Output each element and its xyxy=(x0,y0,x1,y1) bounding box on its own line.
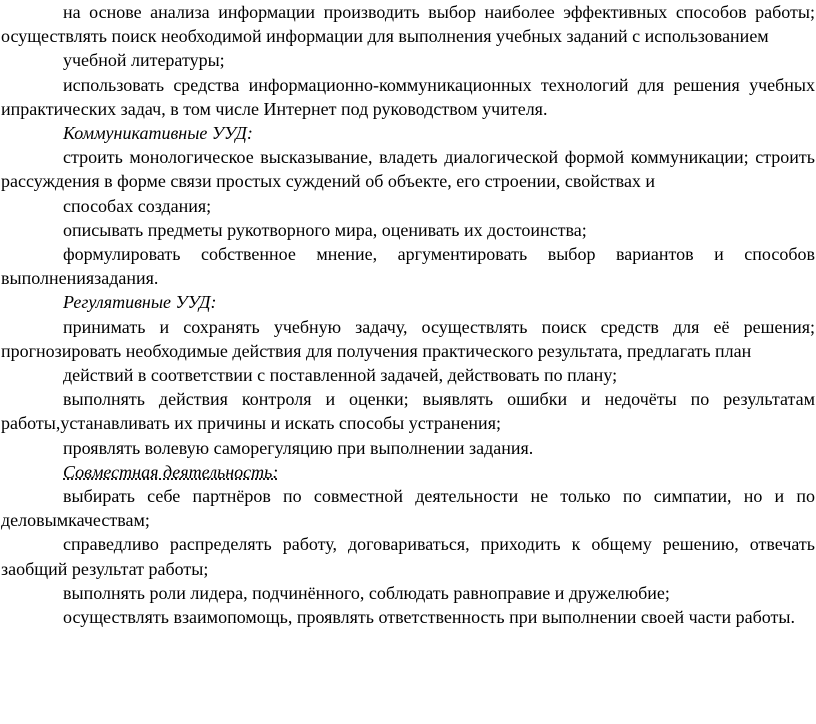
heading-communicative: Коммуникативные УУД: xyxy=(63,123,253,144)
paragraph-monologue: строить монологическое высказывание, владеть диалогической формой коммуникации; строить рассуждения в форме связи простых суждений об объекте, его строении, свойствах и xyxy=(1,147,815,192)
heading-joint-activity xyxy=(1,460,815,484)
paragraph-distribute-work: справедливо распределять работу, договариваться, приходить к общему решению, отвечать заобщий результат работы; xyxy=(1,534,815,579)
paragraph-choose-partners: выбирать себе партнёров по совместной деятельности не только по симпатии, но и по деловымкачествам; xyxy=(1,486,815,531)
paragraph-ict-usage: использовать средства информационно-коммуникационных технологий для решения учебных ипрактических задач, в том числе Интернет под руководством учителя. xyxy=(1,74,815,119)
heading-regulatory: Регулятивные УУД: xyxy=(63,292,217,313)
heading-joint-activity-text: Совместная деятельность: xyxy=(63,461,279,482)
paragraph-roles: выполнять роли лидера, подчинённого, соблюдать равноправие и дружелюбие; xyxy=(63,582,670,603)
paragraph-info-analysis: на основе анализа информации производить выбор наиболее эффективных способов работы; осуществлять поиск необходимой информации для выполнения учебных заданий с использованием xyxy=(1,2,815,47)
paragraph-mutual-help: осуществлять взаимопомощь, проявлять ответственность при выполнении своей части работы. xyxy=(63,607,795,628)
paragraph-creation-methods: способах создания; xyxy=(63,195,212,216)
paragraph-own-opinion: формулировать собственное мнение, аргументировать выбор вариантов и способов выполнениязадания. xyxy=(1,244,815,289)
paragraph-plan-actions: действий в соответствии с поставленной задачей, действовать по плану; xyxy=(63,365,618,386)
paragraph-accept-task: принимать и сохранять учебную задачу, осуществлять поиск средств для её решения; прогнозировать необходимые действия для получения практического результата, предлагать план xyxy=(1,316,815,361)
paragraph-self-regulation: проявлять волевую саморегуляцию при выполнении задания. xyxy=(63,437,534,458)
paragraph-control-evaluation: выполнять действия контроля и оценки; выявлять ошибки и недочёты по результатам работы,устанавливать их причины и искать способы устранения; xyxy=(1,389,815,434)
paragraph-literature: учебной литературы; xyxy=(63,50,225,71)
paragraph-describe-objects: описывать предметы рукотворного мира, оценивать их достоинства; xyxy=(63,219,587,240)
